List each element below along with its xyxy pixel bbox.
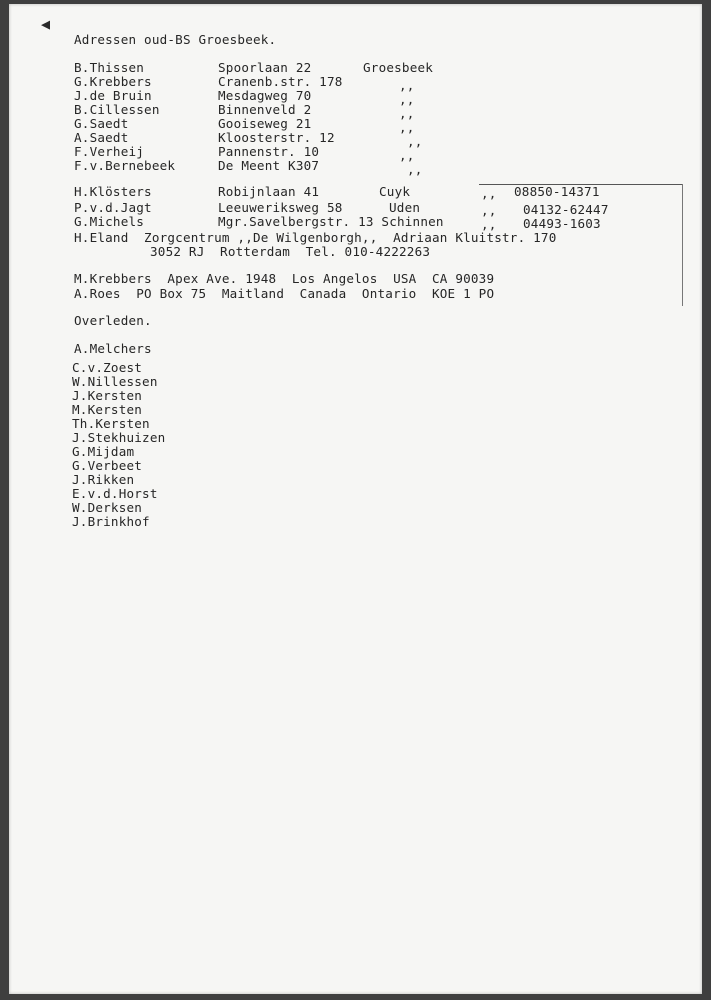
- deceased-name: G.Mijdam: [72, 444, 135, 459]
- deceased-name: J.Brinkhof: [72, 514, 150, 529]
- address-city: Groesbeek: [363, 60, 434, 75]
- address-street: Mesdagweg 70: [218, 88, 312, 103]
- abroad-address: M.Krebbers Apex Ave. 1948 Los Angelos USA CA 90039: [74, 271, 495, 286]
- address-street: Robijnlaan 41: [218, 184, 320, 199]
- deceased-name: E.v.d.Horst: [72, 486, 158, 501]
- deceased-name: W.Nillessen: [72, 374, 158, 389]
- address-street: Spoorlaan 22: [218, 60, 312, 75]
- arrow-mark-icon: ◀: [41, 15, 51, 33]
- deceased-name: C.v.Zoest: [72, 360, 143, 375]
- deceased-name: G.Verbeet: [72, 458, 143, 473]
- address-name: B.Cillessen: [74, 102, 160, 117]
- address-name: J.de Bruin: [74, 88, 152, 103]
- abroad-address: A.Roes PO Box 75 Maitland Canada Ontario KOE 1 PO: [74, 286, 495, 301]
- address-city: ,,: [399, 148, 415, 163]
- address-city: ,,: [399, 92, 415, 107]
- address-name: P.v.d.Jagt: [74, 200, 152, 215]
- address-name: H.Klösters: [74, 184, 152, 199]
- ditto-mark: ,,: [481, 217, 497, 232]
- deceased-name: W.Derksen: [72, 500, 143, 515]
- address-street: Pannenstr. 10: [218, 144, 320, 159]
- address-street: Cranenb.str. 178: [218, 74, 343, 89]
- document-title: Adressen oud-BS Groesbeek.: [74, 32, 277, 47]
- document-page: [9, 4, 702, 994]
- address-name: A.Saedt: [74, 130, 129, 145]
- address-street: De Meent K307: [218, 158, 320, 173]
- deceased-name: J.Stekhuizen: [72, 430, 166, 445]
- deceased-name: A.Melchers: [74, 341, 152, 356]
- address-phone: 04132-62447: [523, 202, 609, 217]
- address-city: ,,: [399, 120, 415, 135]
- deceased-name: J.Rikken: [72, 472, 135, 487]
- address-street: Binnenveld 2: [218, 102, 312, 117]
- eland-line-1: H.Eland Zorgcentrum ,,De Wilgenborgh,, Adriaan Kluitstr. 170: [74, 230, 557, 245]
- deceased-name: M.Kersten: [72, 402, 143, 417]
- address-name: F.v.Bernebeek: [74, 158, 176, 173]
- deceased-name: J.Kersten: [72, 388, 143, 403]
- address-street: Leeuweriksweg 58: [218, 200, 343, 215]
- address-name: F.Verheij: [74, 144, 145, 159]
- address-phone: 08850-14371: [514, 184, 600, 199]
- address-city: Cuyk: [379, 184, 411, 199]
- deceased-heading: Overleden.: [74, 313, 152, 328]
- address-name: G.Krebbers: [74, 74, 152, 89]
- address-city: ,,: [399, 106, 415, 121]
- address-city: ,,: [407, 134, 423, 149]
- address-city: ,,: [399, 78, 415, 93]
- address-name: G.Saedt: [74, 116, 129, 131]
- ditto-mark: ,,: [481, 186, 497, 201]
- ditto-mark: ,,: [481, 203, 497, 218]
- address-name: G.Michels: [74, 214, 145, 229]
- address-street: Kloosterstr. 12: [218, 130, 335, 145]
- slip-right-edge: [682, 184, 683, 306]
- address-street: Gooiseweg 21: [218, 116, 312, 131]
- address-street: Mgr.Savelbergstr. 13 Schinnen: [218, 214, 444, 229]
- address-city: ,,: [407, 162, 423, 177]
- address-city: Uden: [389, 200, 421, 215]
- deceased-name: Th.Kersten: [72, 416, 150, 431]
- address-phone: 04493-1603: [523, 216, 601, 231]
- address-name: B.Thissen: [74, 60, 145, 75]
- eland-line-2: 3052 RJ Rotterdam Tel. 010-4222263: [150, 244, 431, 259]
